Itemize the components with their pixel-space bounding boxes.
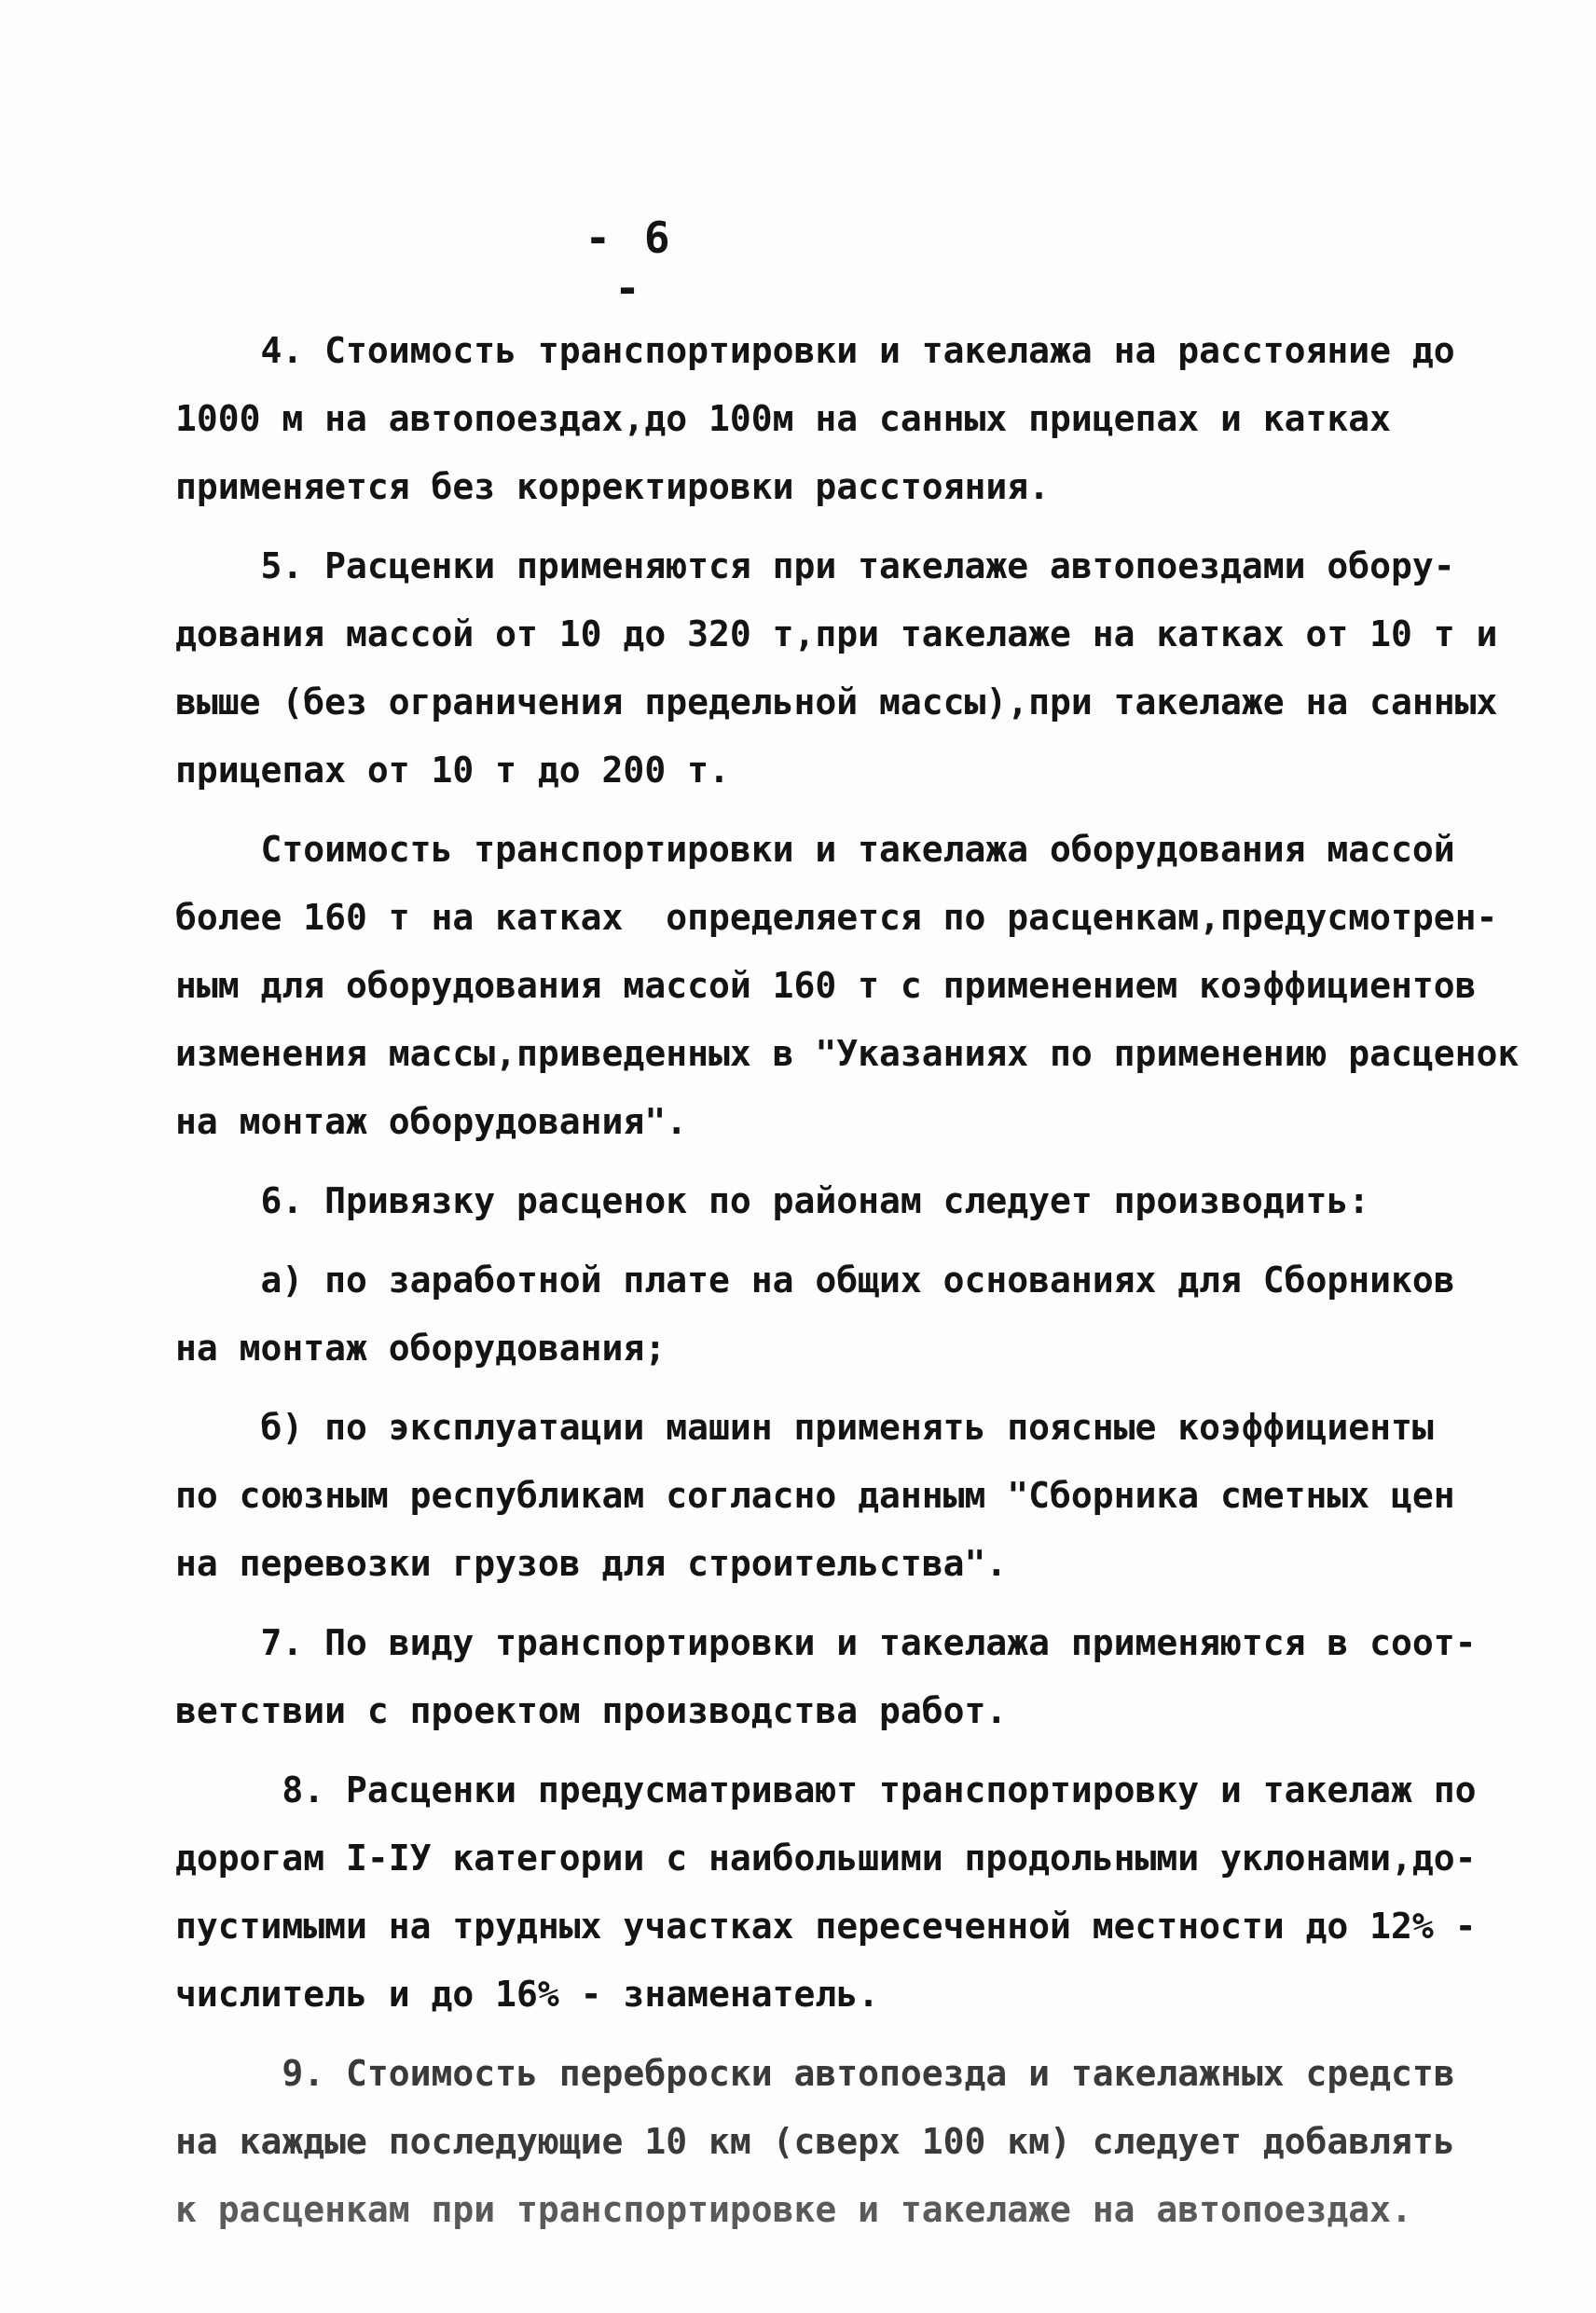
text-line: на монтаж оборудования; (175, 1328, 667, 1369)
paragraph-6 (175, 1167, 1443, 1235)
text-line: 6. Привязку расценок по районам следует производить: (175, 1180, 1370, 1221)
paragraph-5 (175, 532, 1498, 805)
text-line: 5. Расценки применяются при такелаже автопоездами обору- (175, 545, 1455, 586)
page-number: - 6 - (585, 213, 674, 313)
text-line: дования массой от 10 до 320 т,при такелаже на катках от 10 т и (175, 613, 1498, 654)
text-line: по союзным республикам согласно данным "Сборника сметных цен (175, 1475, 1455, 1516)
text-line: числитель и до 16% - знаменатель. (175, 1974, 879, 2015)
text-line: применяется без корректировки расстояния. (175, 466, 1050, 507)
text-line: 7. По виду транспортировки и такелажа применяются в соот- (175, 1622, 1477, 1663)
text-line: более 160 т на катках определяется по расценкам,предусмотрен- (175, 897, 1498, 938)
text-line: 9. Стоимость переброски автопоезда и такелажных средств (175, 2053, 1455, 2094)
text-line: Стоимость транспортировки и такелажа оборудования массой (175, 829, 1455, 870)
text-line: дорогам I-IУ категории с наибольшими продольными уклонами,до- (175, 1838, 1477, 1879)
text-line: б) по эксплуатации машин применять поясные коэффициенты (175, 1407, 1434, 1448)
text-line: 4. Стоимость транспортировки и такелажа на расстояние до (175, 330, 1455, 371)
paragraph-8 (175, 1756, 1477, 2029)
text-line: на монтаж оборудования". (175, 1101, 688, 1142)
paragraph-9 (175, 2040, 1455, 2244)
text-line: 1000 м на автопоездах,до 100м на санных прицепах и катках (175, 398, 1392, 439)
paragraph-4 (175, 317, 1455, 521)
paragraph-6a (175, 1246, 1455, 1383)
text-line: прицепах от 10 т до 200 т. (175, 750, 730, 791)
text-line: 8. Расценки предусматривают транспортировку и такелаж по (175, 1769, 1477, 1810)
text-line: ным для оборудования массой 160 т с применением коэффициентов (175, 965, 1477, 1006)
text-line: а) по заработной плате на общих основаниях для Сборников (175, 1260, 1455, 1301)
text-line: на каждые последующие 10 км (сверх 100 км) следует добавлять (175, 2121, 1455, 2162)
paragraph-7 (175, 1609, 1477, 1745)
text-line: пустимыми на трудных участках пересеченной местности до 12% - (175, 1906, 1477, 1947)
paragraph-5b (175, 816, 1520, 1156)
text-line: ветствии с проектом производства работ. (175, 1690, 1008, 1731)
text-line: изменения массы,приведенных в "Указаниях по применению расценок (175, 1033, 1520, 1074)
text-line: выше (без ограничения предельной массы),при такелаже на санных (175, 682, 1498, 723)
text-line: к расценкам при транспортировке и такелаже на автопоездах. (175, 2189, 1412, 2230)
document-body (175, 317, 1520, 2244)
text-line: на перевозки грузов для строительства". (175, 1543, 1008, 1584)
paragraph-6b (175, 1394, 1455, 1598)
